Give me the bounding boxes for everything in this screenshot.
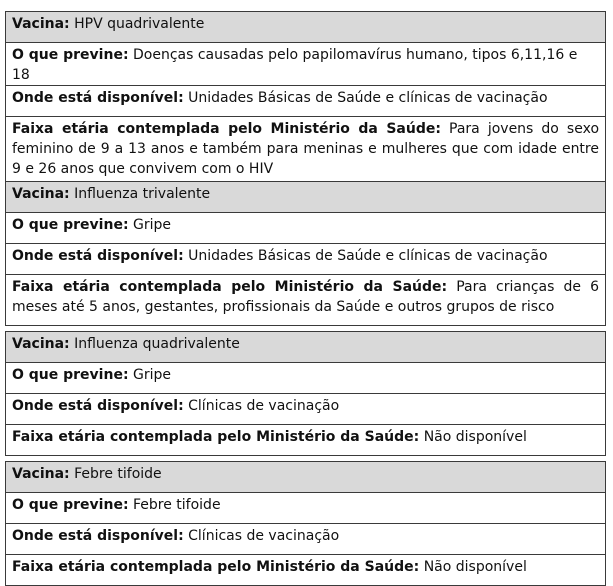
prevents-value: Doenças causadas pelo papilomavírus humano, tipos 6,11,16 e 18 xyxy=(12,47,578,83)
availability-cell xyxy=(6,86,606,117)
vaccine-name: HPV quadrivalente xyxy=(74,16,205,32)
prevents-cell xyxy=(6,493,606,524)
availability-cell xyxy=(6,244,606,275)
age-range-label: Faixa etária contemplada pelo Ministério da Saúde: xyxy=(12,559,420,575)
vaccine-label: Vacina: xyxy=(12,16,70,32)
vaccine-table-influenza-quadrivalente xyxy=(5,331,606,456)
availability-label: Onde está disponível: xyxy=(12,90,184,106)
vaccine-name-cell xyxy=(6,12,606,43)
age-range-cell xyxy=(6,555,606,586)
age-range-row xyxy=(6,275,606,326)
availability-value: Unidades Básicas de Saúde e clínicas de vacinação xyxy=(188,248,548,264)
availability-label: Onde está disponível: xyxy=(12,248,184,264)
vaccine-header-row xyxy=(6,12,606,43)
availability-row xyxy=(6,394,606,425)
availability-label: Onde está disponível: xyxy=(12,528,184,544)
vaccine-name-cell xyxy=(6,462,606,493)
prevents-label: O que previne: xyxy=(12,497,129,513)
age-range-cell xyxy=(6,425,606,456)
availability-row xyxy=(6,86,606,117)
age-range-label: Faixa etária contemplada pelo Ministério da Saúde: xyxy=(12,429,420,445)
prevents-row xyxy=(6,213,606,244)
age-range-row xyxy=(6,555,606,586)
prevents-label: O que previne: xyxy=(12,47,129,63)
prevents-row xyxy=(6,363,606,394)
vaccine-table-influenza-trivalente xyxy=(5,181,606,326)
vaccine-header-row xyxy=(6,462,606,493)
prevents-cell xyxy=(6,363,606,394)
age-range-label: Faixa etária contemplada pelo Ministério da Saúde: xyxy=(12,279,448,295)
vaccine-label: Vacina: xyxy=(12,336,70,352)
prevents-row xyxy=(6,43,606,86)
vaccine-name: Influenza trivalente xyxy=(74,186,211,202)
age-range-value: Não disponível xyxy=(423,429,527,445)
age-range-row xyxy=(6,425,606,456)
vaccine-name-cell xyxy=(6,332,606,363)
availability-row xyxy=(6,524,606,555)
vaccine-header-row xyxy=(6,332,606,363)
age-range-row xyxy=(6,117,606,186)
prevents-value: Gripe xyxy=(133,367,171,383)
availability-value: Unidades Básicas de Saúde e clínicas de vacinação xyxy=(188,90,548,106)
prevents-label: O que previne: xyxy=(12,217,129,233)
vaccine-name-cell xyxy=(6,182,606,213)
vaccine-name: Febre tifoide xyxy=(74,466,162,482)
vaccine-name: Influenza quadrivalente xyxy=(74,336,240,352)
availability-cell xyxy=(6,394,606,425)
age-range-cell xyxy=(6,275,606,326)
age-range-label: Faixa etária contemplada pelo Ministério da Saúde: xyxy=(12,121,441,137)
prevents-label: O que previne: xyxy=(12,367,129,383)
vaccine-label: Vacina: xyxy=(12,466,70,482)
age-range-value: Não disponível xyxy=(423,559,527,575)
availability-value: Clínicas de vacinação xyxy=(188,398,340,414)
availability-row xyxy=(6,244,606,275)
prevents-row xyxy=(6,493,606,524)
age-range-value: Para jovens do sexo feminino de 9 a 13 anos e também para meninas e mulheres que com idade entre 9 e 26 anos que convivem com o HIV xyxy=(12,121,600,177)
age-range-cell xyxy=(6,117,606,186)
prevents-cell xyxy=(6,213,606,244)
availability-value: Clínicas de vacinação xyxy=(188,528,340,544)
vaccine-header-row xyxy=(6,182,606,213)
vaccine-table-febre-tifoide xyxy=(5,461,606,586)
availability-cell xyxy=(6,524,606,555)
vaccine-table-hpv xyxy=(5,11,606,186)
prevents-value: Gripe xyxy=(133,217,171,233)
availability-label: Onde está disponível: xyxy=(12,398,184,414)
vaccine-label: Vacina: xyxy=(12,186,70,202)
age-range-value: Para crianças de 6 meses até 5 anos, gestantes, profissionais da Saúde e outros grupos de risco xyxy=(12,279,600,315)
prevents-value: Febre tifoide xyxy=(133,497,221,513)
prevents-cell xyxy=(6,43,606,86)
